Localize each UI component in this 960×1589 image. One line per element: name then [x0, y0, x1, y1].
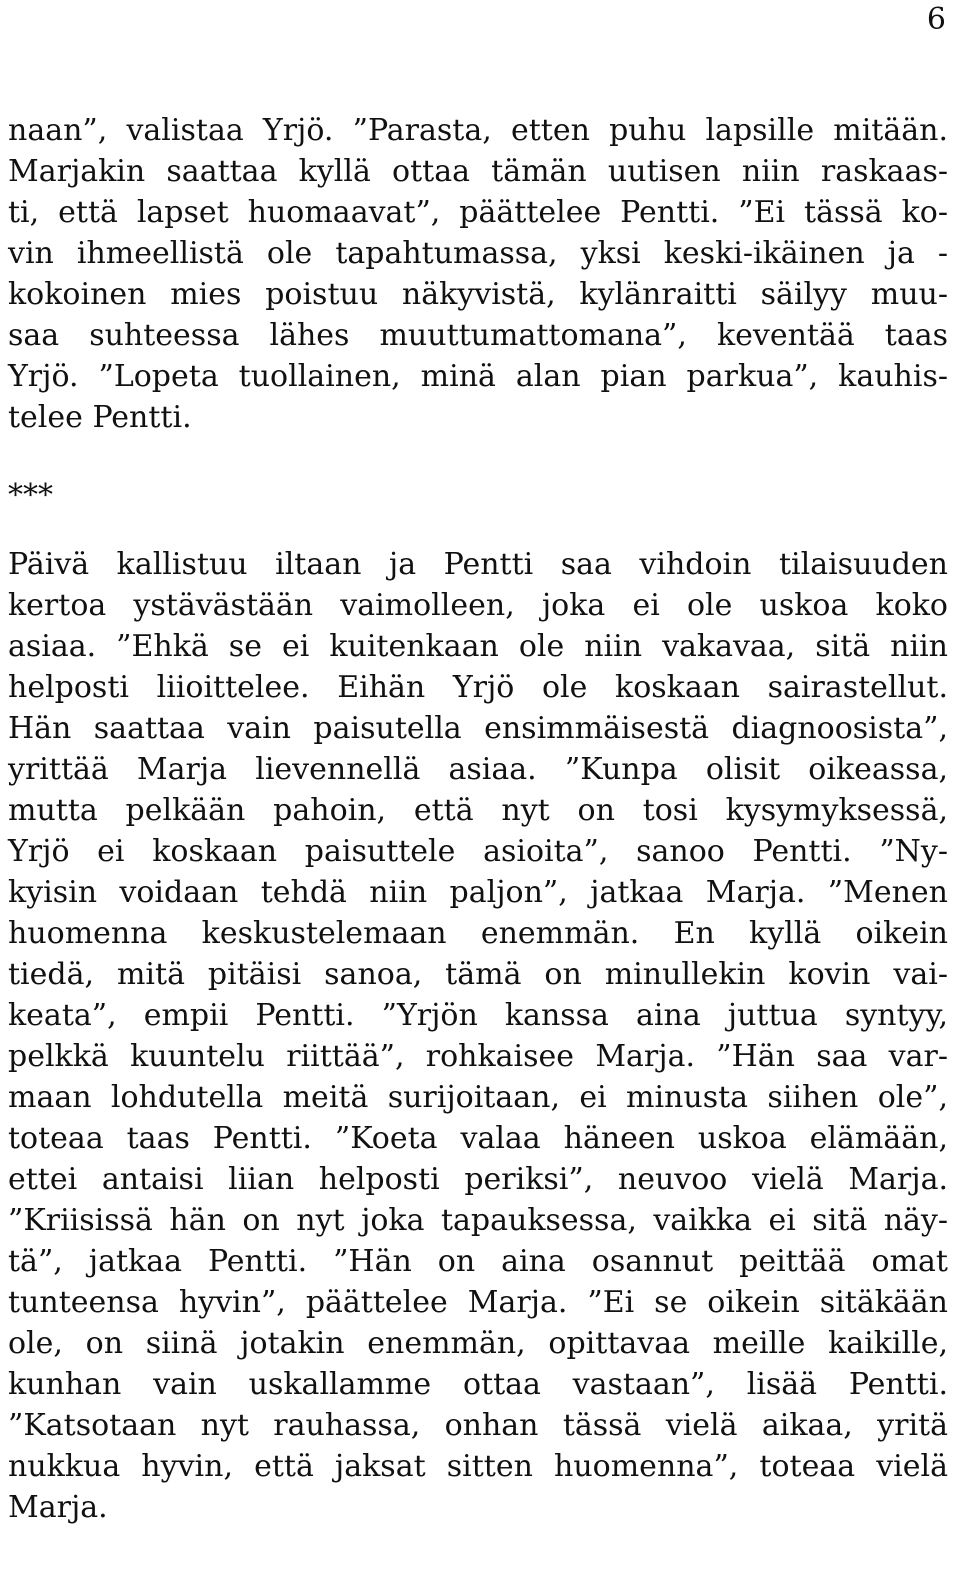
text-line: Yrjö. ”Lopeta tuollainen, minä alan pian parkua”, kauhis- [8, 359, 948, 394]
text-line: pelkkä kuuntelu riittää”, rohkaisee Marja. ”Hän saa var- [8, 1039, 948, 1074]
text-line: tunteensa hyvin”, päättelee Marja. ”Ei se oikein sitäkään [8, 1285, 948, 1320]
text-line: ti, että lapset huomaavat”, päättelee Pentti. ”Ei tässä ko- [8, 195, 948, 230]
text-line: vin ihmeellistä ole tapahtumassa, yksi keski-ikäinen ja - [8, 236, 948, 271]
section-separator [8, 475, 948, 516]
text-line: Hän saattaa vain paisutella ensimmäisestä diagnoosista”, [8, 711, 948, 746]
text-line: yrittää Marja lievennellä asiaa. ”Kunpa olisit oikeassa, [8, 752, 948, 787]
text-line: ole, on siinä jotakin enemmän, opittavaa meille kaikille, [8, 1326, 948, 1361]
text-line: asiaa. ”Ehkä se ei kuitenkaan ole niin vakavaa, sitä niin [8, 629, 948, 664]
text-line: kertoa ystävästään vaimolleen, joka ei ole uskoa koko [8, 588, 948, 623]
paragraph-1 [8, 110, 948, 438]
text-line: helposti liioittelee. Eihän Yrjö ole koskaan sairastellut. [8, 670, 948, 705]
text-line: telee Pentti. [8, 400, 192, 435]
text-line: ”Kriisissä hän on nyt joka tapauksessa, vaikka ei sitä näy- [8, 1203, 948, 1238]
text-line: ettei antaisi liian helposti periksi”, neuvoo vielä Marja. [8, 1162, 948, 1197]
text-line: Yrjö ei koskaan paisuttele asioita”, sanoo Pentti. ”Ny- [8, 834, 948, 869]
text-line: naan”, valistaa Yrjö. ”Parasta, etten puhu lapsille mitään. [8, 113, 948, 148]
text-line: kyisin voidaan tehdä niin paljon”, jatkaa Marja. ”Menen [8, 875, 948, 910]
text-line: Marja. [8, 1490, 108, 1525]
separator-text: *** [8, 478, 53, 513]
text-line: mutta pelkään pahoin, että nyt on tosi kysymyksessä, [8, 793, 948, 828]
text-line: keata”, empii Pentti. ”Yrjön kanssa aina juttua syntyy, [8, 998, 948, 1033]
text-line: tiedä, mitä pitäisi sanoa, tämä on minullekin kovin vai- [8, 957, 948, 992]
page-number: 6 [926, 2, 946, 37]
text-line: tä”, jatkaa Pentti. ”Hän on aina osannut peittää omat [8, 1244, 948, 1279]
text-line: toteaa taas Pentti. ”Koeta valaa häneen uskoa elämään, [8, 1121, 948, 1156]
text-line: ”Katsotaan nyt rauhassa, onhan tässä vielä aikaa, yritä [8, 1408, 948, 1443]
text-line: maan lohdutella meitä surijoitaan, ei minusta siihen ole”, [8, 1080, 948, 1115]
text-line: kokoinen mies poistuu näkyvistä, kylänraitti säilyy muu- [8, 277, 948, 312]
text-line: nukkua hyvin, että jaksat sitten huomenna”, toteaa vielä [8, 1449, 948, 1484]
text-line: huomenna keskustelemaan enemmän. En kyllä oikein [8, 916, 948, 951]
text-line: saa suhteessa lähes muuttumattomana”, keventää taas [8, 318, 948, 353]
text-line: kunhan vain uskallamme ottaa vastaan”, lisää Pentti. [8, 1367, 948, 1402]
text-line: Päivä kallistuu iltaan ja Pentti saa vihdoin tilaisuuden [8, 547, 948, 582]
paragraph-2 [8, 544, 948, 1528]
text-line: Marjakin saattaa kyllä ottaa tämän uutisen niin raskaas- [8, 154, 948, 189]
